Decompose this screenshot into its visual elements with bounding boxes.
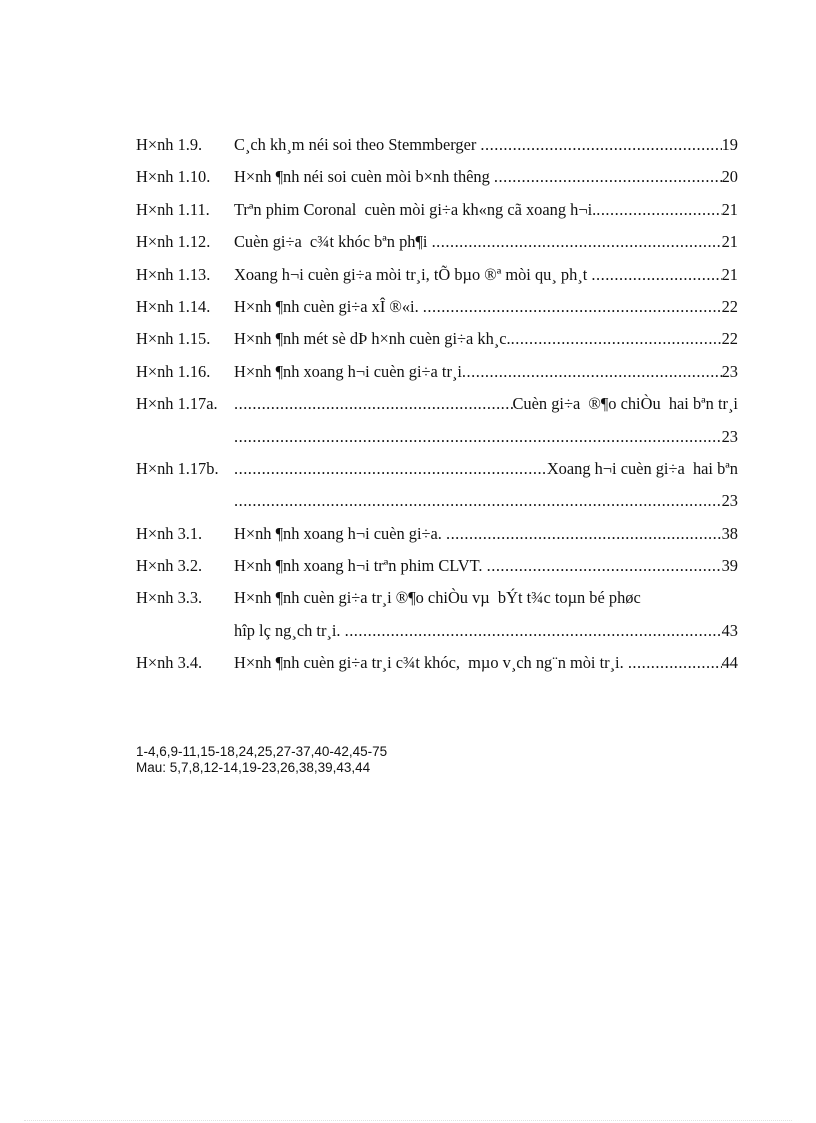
figure-number: H×nh 3.3. (136, 588, 203, 608)
figure-entry (136, 453, 738, 485)
figure-number: H×nh 1.17a. (136, 394, 218, 414)
figure-entry-body (234, 226, 738, 258)
figure-entry-body (234, 129, 738, 161)
figure-number: H×nh 1.15. (136, 329, 211, 349)
figure-entry-body (234, 356, 738, 388)
dot-leader (462, 356, 722, 388)
dot-leader (494, 161, 722, 193)
page-number: 19 (721, 135, 738, 154)
dot-leader (432, 226, 722, 258)
figure-number: H×nh 1.13. (136, 264, 211, 284)
figure-entry-body (234, 388, 738, 420)
figure-entry (136, 194, 738, 226)
dot-leader (423, 291, 722, 323)
figure-entry-body (234, 615, 738, 647)
figure-title: Xoang h¬i cuèn gi÷a hai bªn (546, 458, 738, 478)
figure-entry (136, 291, 738, 323)
figure-entry (136, 647, 738, 679)
page-number: 23 (721, 426, 738, 446)
figure-title: Cuèn gi÷a ®¶o chiÒu hai bªn tr¸i (512, 394, 738, 414)
dot-leader (480, 129, 721, 161)
dot-leader (345, 615, 722, 647)
figure-entry-body (234, 259, 738, 291)
figure-number: H×nh 1.10. (136, 167, 211, 187)
page-number: 20 (721, 167, 738, 187)
dot-leader (234, 453, 547, 485)
figure-entry (136, 129, 738, 161)
figure-entry-body (234, 485, 738, 517)
figure-title: H×nh ¶nh mét sè dÞ h×nh cuèn gi÷a kh¸c. (234, 329, 511, 349)
figure-number: H×nh 1.16. (136, 361, 211, 381)
dot-leader (234, 421, 722, 453)
figure-number: H×nh 1.11. (136, 199, 210, 219)
dot-leader (596, 194, 721, 226)
figure-number: H×nh 1.12. (136, 232, 211, 252)
figure-entry (136, 421, 738, 453)
figure-title: Cuèn gi÷a c¾t khóc bªn ph¶i (234, 232, 432, 252)
dot-leader (446, 518, 722, 550)
dot-leader (628, 647, 722, 679)
page-number: 21 (721, 232, 738, 252)
figure-entry (136, 485, 738, 517)
figure-entry (136, 161, 738, 193)
page-number: 21 (721, 264, 738, 284)
figure-number: H×nh 3.2. (136, 556, 203, 576)
figure-title: Trªn phim Coronal cuèn mòi gi÷a kh«ng cã xoang h¬i. (234, 199, 597, 219)
notes-line-2: Mau: 5,7,8,12-14,19-23,26,38,39,43,44 (136, 760, 371, 775)
bottom-divider (24, 1120, 792, 1121)
figure-number: H×nh 3.1. (136, 523, 203, 543)
figure-entry-body (234, 323, 738, 355)
page-number: 38 (721, 523, 738, 543)
figure-entry-body (234, 161, 738, 193)
figure-title: Xoang h¬i cuèn gi÷a mòi tr¸i, tÕ bµo ®ª mòi qu¸ ph¸t (234, 264, 592, 284)
figure-entry-body (234, 518, 738, 550)
figure-title: H×nh ¶nh xoang h¬i trªn phim CLVT. (234, 556, 487, 576)
figure-entry (136, 356, 738, 388)
page-number: 23 (721, 361, 738, 381)
figure-entry (136, 259, 738, 291)
dot-leader (591, 259, 721, 291)
figure-title: H×nh ¶nh xoang h¬i cuèn gi÷a. (234, 523, 446, 543)
figure-entry-body (234, 291, 738, 323)
figure-entry-body (234, 421, 738, 453)
figure-number: H×nh 1.9. (136, 135, 203, 154)
figure-title: H×nh ¶nh néi soi cuèn mòi b×nh thêng (234, 167, 494, 187)
figure-title: H×nh ¶nh xoang h¬i cuèn gi÷a tr¸i (234, 361, 462, 381)
figure-list (136, 129, 738, 680)
figure-entry-body (234, 550, 738, 582)
figure-entry (136, 226, 738, 258)
figure-entry-body (234, 194, 738, 226)
figure-entry (136, 323, 738, 355)
page-number: 22 (721, 296, 738, 316)
figure-entry-body (234, 647, 738, 679)
dot-leader (487, 550, 722, 582)
page-number: 43 (721, 620, 738, 640)
dot-leader (234, 485, 722, 517)
figure-entry (136, 388, 738, 420)
notes-line-1: 1-4,6,9-11,15-18,24,25,27-37,40-42,45-75 (136, 744, 388, 759)
page-number: 22 (721, 329, 738, 349)
page-number: 39 (721, 556, 738, 576)
page-notes (136, 744, 387, 776)
figure-title: H×nh ¶nh cuèn gi÷a tr¸i ®¶o chiÒu vµ bÝt t¾c toµn bé phøc (234, 588, 641, 608)
figure-entry-body (234, 582, 738, 614)
page-number: 21 (721, 199, 738, 219)
figure-number: H×nh 3.4. (136, 653, 203, 673)
figure-title: C¸ch kh¸m néi soi theo Stemmberger (234, 135, 481, 154)
figure-title: H×nh ¶nh cuèn gi÷a xÎ ®«i. (234, 296, 423, 316)
page-number: 44 (721, 653, 738, 673)
figure-entry (136, 550, 738, 582)
figure-entry (136, 582, 738, 614)
dot-leader (511, 323, 722, 355)
figure-number: H×nh 1.14. (136, 296, 211, 316)
figure-entry (136, 615, 738, 647)
dot-leader (234, 388, 513, 420)
figure-entry (136, 518, 738, 550)
figure-title: hîp lç ng¸ch tr¸i. (234, 620, 345, 640)
figure-title: H×nh ¶nh cuèn gi÷a tr¸i c¾t khóc, mµo v¸ch ng¨n mòi tr¸i. (234, 653, 628, 673)
figure-entry-body (234, 453, 738, 485)
page-number: 23 (721, 491, 738, 511)
figure-number: H×nh 1.17b. (136, 458, 219, 478)
